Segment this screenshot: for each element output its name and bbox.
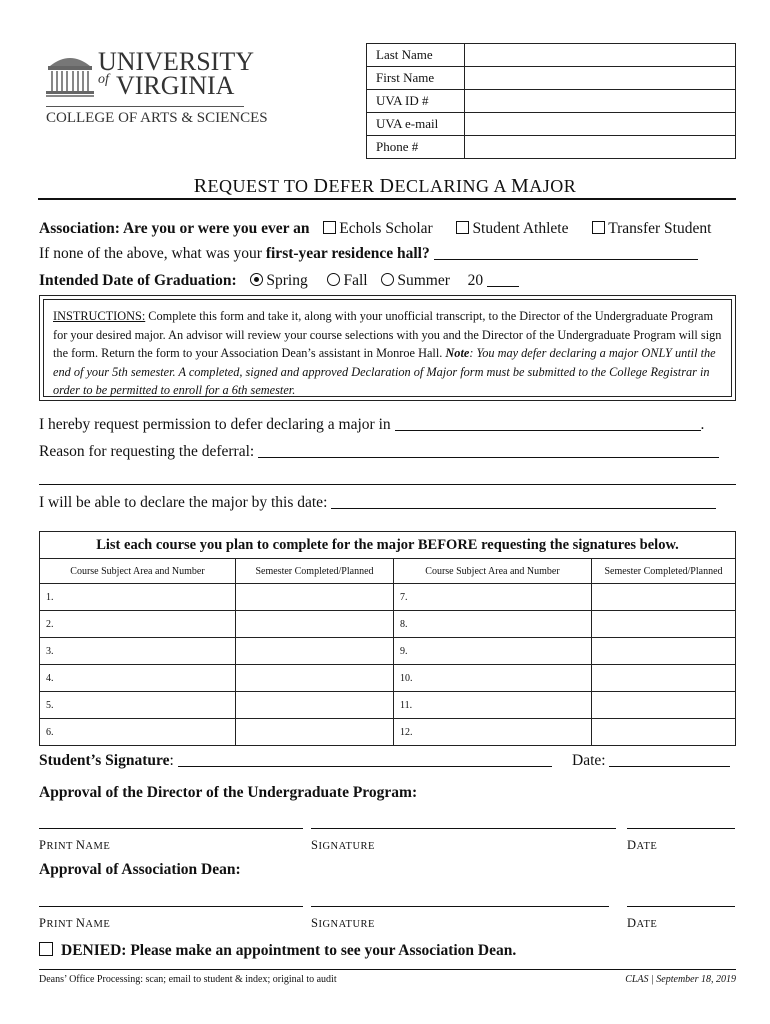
residence-row	[39, 245, 698, 263]
course-cell[interactable]: 4.	[40, 665, 236, 692]
residence-label: first-year residence hall?	[265, 245, 430, 262]
field-label: Phone #	[367, 136, 465, 159]
instructions-heading: INSTRUCTIONS:	[53, 309, 146, 323]
summer-label: Summer	[397, 272, 450, 289]
declare-date-field[interactable]	[331, 508, 716, 509]
course-cell[interactable]: 12.	[394, 719, 592, 746]
semester-cell[interactable]	[592, 584, 736, 611]
field-label: UVA ID #	[367, 90, 465, 113]
semester-header: Semester Completed/Planned	[592, 559, 736, 584]
student-date-row	[572, 752, 730, 770]
footer-rule	[39, 969, 736, 970]
student-info-table	[366, 43, 736, 159]
denied-label: DENIED: Please make an appointment to see your Association Dean.	[61, 942, 517, 959]
print-name-label: PRINT NAME	[39, 916, 111, 930]
athlete-label: Student Athlete	[472, 220, 569, 237]
defer-row: I hereby request permission to defer declaring a major in .	[39, 416, 705, 433]
date-label: DATE	[627, 838, 658, 852]
form-title: REQUEST TO DEFER DECLARING A MAJOR	[193, 175, 577, 197]
student-date-field[interactable]	[609, 766, 730, 767]
fall-radio[interactable]	[327, 273, 340, 286]
table-row	[40, 692, 736, 719]
field-row-phone	[367, 136, 736, 159]
signature-label: SIGNATURE	[311, 916, 375, 930]
association-row	[39, 220, 711, 238]
student-signature-label: Student’s Signature	[39, 752, 170, 769]
course-cell[interactable]: 11.	[394, 692, 592, 719]
table-row	[40, 638, 736, 665]
semester-cell[interactable]	[236, 638, 394, 665]
semester-cell[interactable]	[592, 638, 736, 665]
course-cell[interactable]: 10.	[394, 665, 592, 692]
first-name-field[interactable]	[465, 67, 736, 90]
course-cell[interactable]: 9.	[394, 638, 592, 665]
dean-signature-field[interactable]	[311, 906, 609, 907]
courses-caption: List each course you plan to complete for the major BEFORE requesting the signatures below.	[40, 532, 736, 559]
year-field[interactable]	[487, 286, 519, 287]
logo-divider	[46, 106, 244, 107]
rotunda-icon	[46, 52, 94, 98]
logo-of: of	[98, 72, 109, 87]
course-cell[interactable]: 1.	[40, 584, 236, 611]
email-field[interactable]	[465, 113, 736, 136]
course-cell[interactable]: 8.	[394, 611, 592, 638]
table-row	[40, 719, 736, 746]
course-cell[interactable]: 3.	[40, 638, 236, 665]
course-cell[interactable]: 5.	[40, 692, 236, 719]
field-row-uva-id	[367, 90, 736, 113]
dean-date-field[interactable]	[627, 906, 735, 907]
reason-label: Reason for requesting the deferral:	[39, 443, 255, 460]
table-row	[40, 665, 736, 692]
uva-id-field[interactable]	[465, 90, 736, 113]
spring-label: Spring	[266, 272, 308, 289]
table-row	[40, 584, 736, 611]
student-signature-field[interactable]	[178, 766, 552, 767]
semester-cell[interactable]	[236, 692, 394, 719]
fall-label: Fall	[343, 272, 368, 289]
director-print-name-field[interactable]	[39, 828, 303, 829]
major-field[interactable]	[395, 430, 701, 431]
logo-college: COLLEGE OF ARTS & SCIENCES	[46, 110, 268, 126]
field-row-last-name	[367, 44, 736, 67]
footer-right: CLAS | September 18, 2019	[625, 974, 736, 985]
director-approval-label: Approval of the Director of the Undergraduate Program:	[39, 784, 418, 801]
instructions-text: Complete this form and take it, along with your unofficial transcript, to the Director of the Undergraduate Program for your desired major. An advisor will review your course selections with you and the Director of the Undergraduate Program will sign the form. Return the form to your Association Dean’s assistant in Monroe Hall.	[53, 309, 722, 360]
course-header: Course Subject Area and Number	[394, 559, 592, 584]
student-signature-row: Student’s Signature:	[39, 752, 552, 770]
semester-header: Semester Completed/Planned	[236, 559, 394, 584]
table-row	[40, 611, 736, 638]
denied-row	[39, 942, 516, 960]
dean-print-name-field[interactable]	[39, 906, 303, 907]
course-cell[interactable]: 6.	[40, 719, 236, 746]
date-label: DATE	[627, 916, 658, 930]
field-label: First Name	[367, 67, 465, 90]
semester-cell[interactable]	[236, 719, 394, 746]
print-name-label: PRINT NAME	[39, 838, 111, 852]
footer-left: Deans’ Office Processing: scan; email to student & index; original to audit	[39, 974, 337, 985]
note-text: : You may defer declaring a major ONLY until the end of your 5th semester. A completed, signed and approved Declaration of Major form must be submitted to the College Registrar in order to be permitted to enroll for a 6th semester.	[53, 346, 716, 397]
note-label: Note	[445, 346, 470, 360]
course-header: Course Subject Area and Number	[40, 559, 236, 584]
denied-checkbox[interactable]	[39, 942, 53, 956]
reason-field-line2[interactable]	[39, 484, 736, 485]
director-signature-field[interactable]	[311, 828, 616, 829]
logo-university: UNIVERSITY	[98, 47, 254, 76]
student-date-label: Date:	[572, 752, 606, 769]
graduation-row	[39, 272, 519, 290]
declare-date-row	[39, 494, 716, 512]
uva-logo	[46, 47, 268, 130]
defer-label: I hereby request permission to defer declaring a major in	[39, 416, 391, 433]
logo-virginia: VIRGINIA	[116, 71, 235, 100]
dean-approval-label: Approval of Association Dean:	[39, 861, 241, 878]
residence-prefix: If none of the above, what was your	[39, 245, 266, 262]
field-label: UVA e-mail	[367, 113, 465, 136]
field-label: Last Name	[367, 44, 465, 67]
semester-cell[interactable]	[236, 665, 394, 692]
echols-label: Echols Scholar	[339, 220, 433, 237]
echols-checkbox[interactable]	[323, 221, 336, 234]
association-label: Association: Are you or were you ever an	[39, 220, 310, 237]
last-name-field[interactable]	[465, 44, 736, 67]
semester-cell[interactable]	[592, 692, 736, 719]
reason-row	[39, 443, 719, 461]
graduation-label: Intended Date of Graduation:	[39, 272, 237, 289]
field-row-first-name	[367, 67, 736, 90]
instructions-box	[39, 295, 736, 401]
residence-hall-field[interactable]	[434, 259, 698, 260]
semester-cell[interactable]	[592, 665, 736, 692]
signature-label: SIGNATURE	[311, 838, 375, 852]
course-cell[interactable]: 7.	[394, 584, 592, 611]
declare-date-label: I will be able to declare the major by this date:	[39, 494, 328, 511]
transfer-checkbox[interactable]	[592, 221, 605, 234]
phone-field[interactable]	[465, 136, 736, 159]
semester-cell[interactable]	[236, 611, 394, 638]
summer-radio[interactable]	[381, 273, 394, 286]
transfer-label: Transfer Student	[608, 220, 712, 237]
semester-cell[interactable]	[592, 611, 736, 638]
course-cell[interactable]: 2.	[40, 611, 236, 638]
semester-cell[interactable]	[236, 584, 394, 611]
courses-table	[39, 531, 736, 746]
reason-field[interactable]	[258, 457, 719, 458]
year-prefix: 20	[467, 272, 484, 289]
field-row-email	[367, 113, 736, 136]
athlete-checkbox[interactable]	[456, 221, 469, 234]
spring-radio[interactable]	[250, 273, 263, 286]
semester-cell[interactable]	[592, 719, 736, 746]
director-date-field[interactable]	[627, 828, 735, 829]
title-rule	[38, 198, 736, 200]
